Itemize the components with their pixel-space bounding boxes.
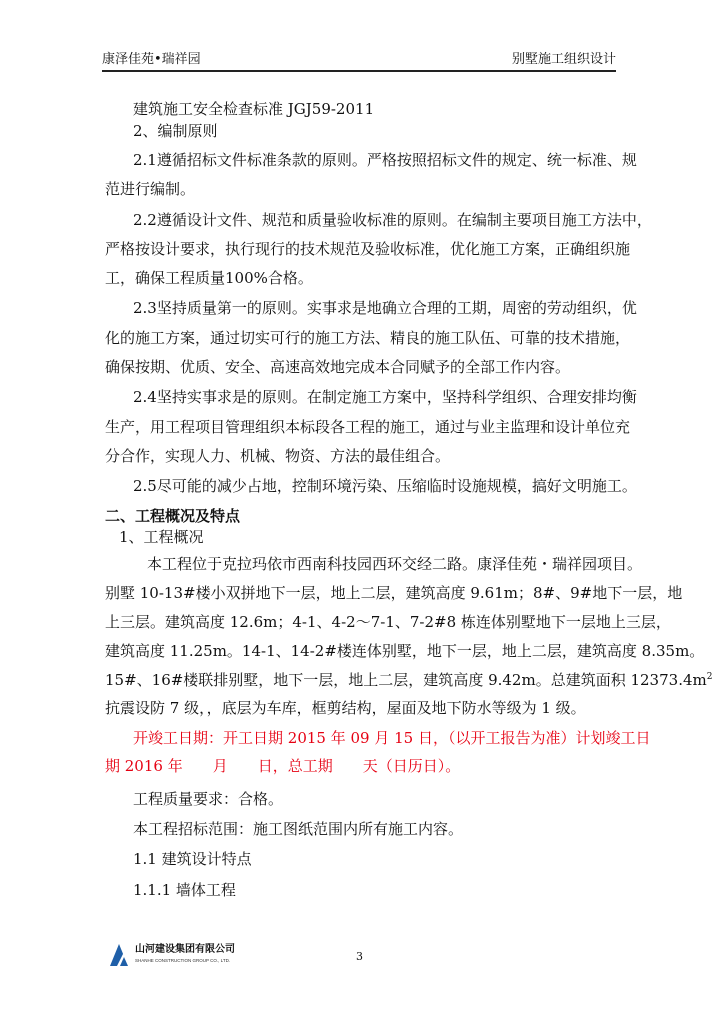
text-line: 生产，用工程项目管理组织本标段各工程的施工，通过与业主监理和设计单位充 [105, 418, 631, 436]
text-line: 工，确保工程质量100%合格。 [105, 269, 313, 287]
text-line: 本工程招标范围：施工图纸范围内所有施工内容。 [133, 820, 464, 838]
text-line: 分合作，实现人力、机械、物资、方法的最佳组合。 [105, 447, 451, 465]
text-line: 化的施工方案，通过切实可行的施工方法、精良的施工队伍、可靠的技术措施， [105, 329, 631, 347]
text-line: 2.4坚持实事求是的原则。在制定施工方案中，坚持科学组织、合理安排均衡 [133, 388, 637, 406]
chapter-heading: 二、工程概况及特点 [105, 507, 241, 525]
highlighted-text-line: 开竣工日期：开工日期 2015 年 09 月 15 日，（以开工报告为准）计划竣工日 [133, 729, 651, 747]
section-heading: 1、工程概况 [119, 528, 204, 546]
text-line: 工程质量要求：合格。 [133, 790, 284, 808]
text-line: 2.2遵循设计文件、规范和质量验收标准的原则。在编制主要项目施工方法中， [133, 211, 652, 229]
text-line: 抗震设防 7 级，，底层为车库，框剪结构，屋面及地下防水等级为 1 级。 [105, 699, 586, 717]
text-line: 本工程位于克拉玛依市西南科技园西环交经二路。康泽佳苑・瑞祥园项目。 [147, 555, 643, 573]
company-logo [108, 938, 258, 968]
company-name: 山河建设集团有限公司 [135, 944, 235, 955]
company-name-english: SHANHE CONSTRUCTION GROUP CO., LTD. [135, 958, 231, 963]
superscript: 2 [706, 672, 713, 682]
text-line: 范进行编制。 [105, 180, 196, 198]
text-line: 2.5尽可能的减少占地，控制环境污染、压缩临时设施规模，搞好文明施工。 [133, 477, 637, 495]
text-line [105, 669, 712, 690]
section-heading: 1.1.1 墙体工程 [133, 881, 236, 899]
text-line: 建筑高度 11.25m。14-1、14-2#楼连体别墅，地下一层，地上二层，建筑高度 8.35m。 [105, 642, 705, 660]
section-heading: 1.1 建筑设计特点 [133, 850, 252, 868]
mountain-logo-icon [108, 938, 258, 968]
page-header [102, 50, 616, 72]
text-line: 别墅 10-13#楼小双拼地下一层，地上二层，建筑高度 9.61m；8#、9#地下一层，地 [105, 584, 683, 602]
text-line: 上三层。建筑高度 12.6m；4-1、4-2～7-1、7-2#8 栋连体别墅地下一层地上三层， [105, 613, 671, 631]
text-line: 2.1遵循招标文件标准条款的原则。严格按照招标文件的规定、统一标准、规 [133, 151, 637, 169]
text-line: 建筑施工安全检查标准 JGJ59-2011 [133, 100, 375, 118]
header-document-title: 别墅施工组织设计 [511, 52, 616, 67]
text-segment: 15#、16#楼联排别墅，地下一层，地上二层，建筑高度 9.42m。总建筑面积 12373.4m [105, 671, 707, 689]
highlighted-text-line: 期 2016 年 月 日，总工期 天（日历日）。 [105, 757, 461, 775]
page-number: 3 [356, 950, 363, 963]
text-line: 确保按期、优质、安全、高速高效地完成本合同赋予的全部工作内容。 [105, 358, 571, 376]
section-heading: 2、编制原则 [133, 122, 218, 140]
header-project-name: 康泽佳苑•瑞祥园 [102, 52, 201, 67]
text-line: 严格按设计要求，执行现行的技术规范及验收标准，优化施工方案，正确组织施 [105, 240, 631, 258]
text-line: 2.3坚持质量第一的原则。实事求是地确立合理的工期，周密的劳动组织，优 [133, 299, 637, 317]
